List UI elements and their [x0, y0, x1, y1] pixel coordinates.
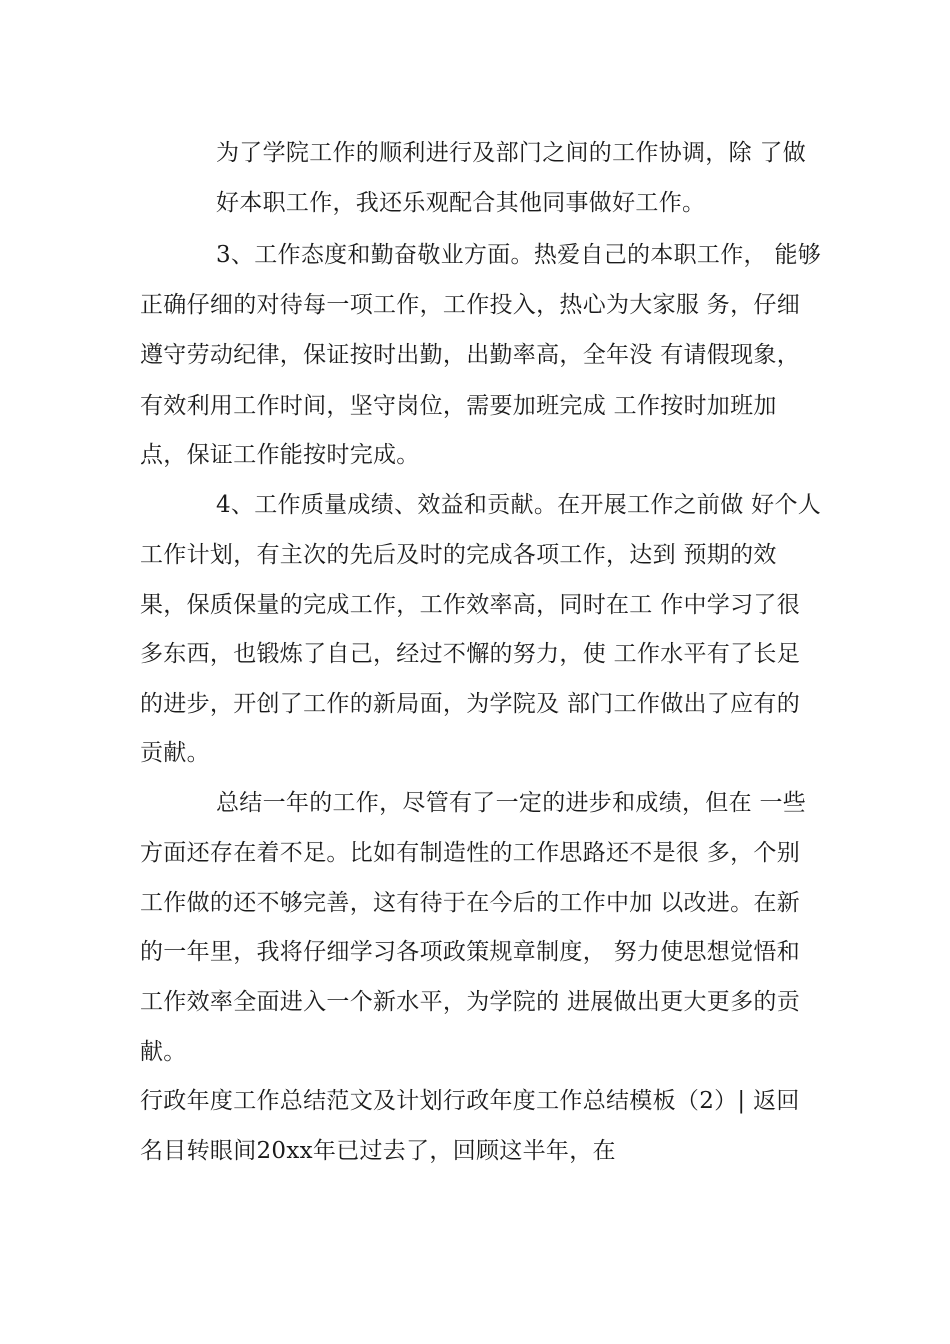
- text-line: 贡献。: [140, 740, 210, 766]
- text-line: 好本职工作，我还乐观配合其他同事做好工作。: [216, 190, 706, 216]
- text-line: 行政年度工作总结范文及计划行政年度工作总结模板（2）| 返回: [140, 1088, 800, 1114]
- text-line: 果，保质保量的完成工作，工作效率高，同时在工 作中学习了很: [140, 592, 801, 618]
- text-line: 正确仔细的对待每一项工作，工作投入，热心为大家服 务，仔细: [140, 292, 801, 318]
- text-line: 4、工作质量成绩、效益和贡献。在开展工作之前做 好个人: [216, 492, 822, 518]
- text-line: 献。: [140, 1039, 187, 1065]
- text-line: 的进步，开创了工作的新局面，为学院及 部门工作做出了应有的: [140, 691, 801, 717]
- text-line: 工作做的还不够完善，这有待于在今后的工作中加 以改进。在新: [140, 890, 801, 916]
- text-line: 方面还存在着不足。比如有制造性的工作思路还不是很 多，个别: [140, 840, 801, 866]
- text-line: 名目转眼间20xx年已过去了，回顾这半年，在: [140, 1138, 616, 1164]
- text-line: 的一年里，我将仔细学习各项政策规章制度， 努力使思想觉悟和: [140, 939, 801, 965]
- text-line: 有效利用工作时间，坚守岗位，需要加班完成 工作按时加班加: [140, 393, 777, 419]
- text-line: 点，保证工作能按时完成。: [140, 442, 420, 468]
- text-line: 总结一年的工作，尽管有了一定的进步和成绩，但在 一些: [216, 790, 807, 816]
- text-line: 为了学院工作的顺利进行及部门之间的工作协调，除 了做: [216, 140, 807, 166]
- text-line: 3、工作态度和勤奋敬业方面。热爱自己的本职工作， 能够: [216, 242, 822, 268]
- text-line: 工作计划，有主次的先后及时的完成各项工作，达到 预期的效: [140, 542, 777, 568]
- text-line: 遵守劳动纪律，保证按时出勤，出勤率高，全年没 有请假现象，: [140, 342, 801, 368]
- text-line: 多东西，也锻炼了自己，经过不懈的努力，使 工作水平有了长足: [140, 641, 801, 667]
- text-line: 工作效率全面进入一个新水平，为学院的 进展做出更大更多的贡: [140, 989, 801, 1015]
